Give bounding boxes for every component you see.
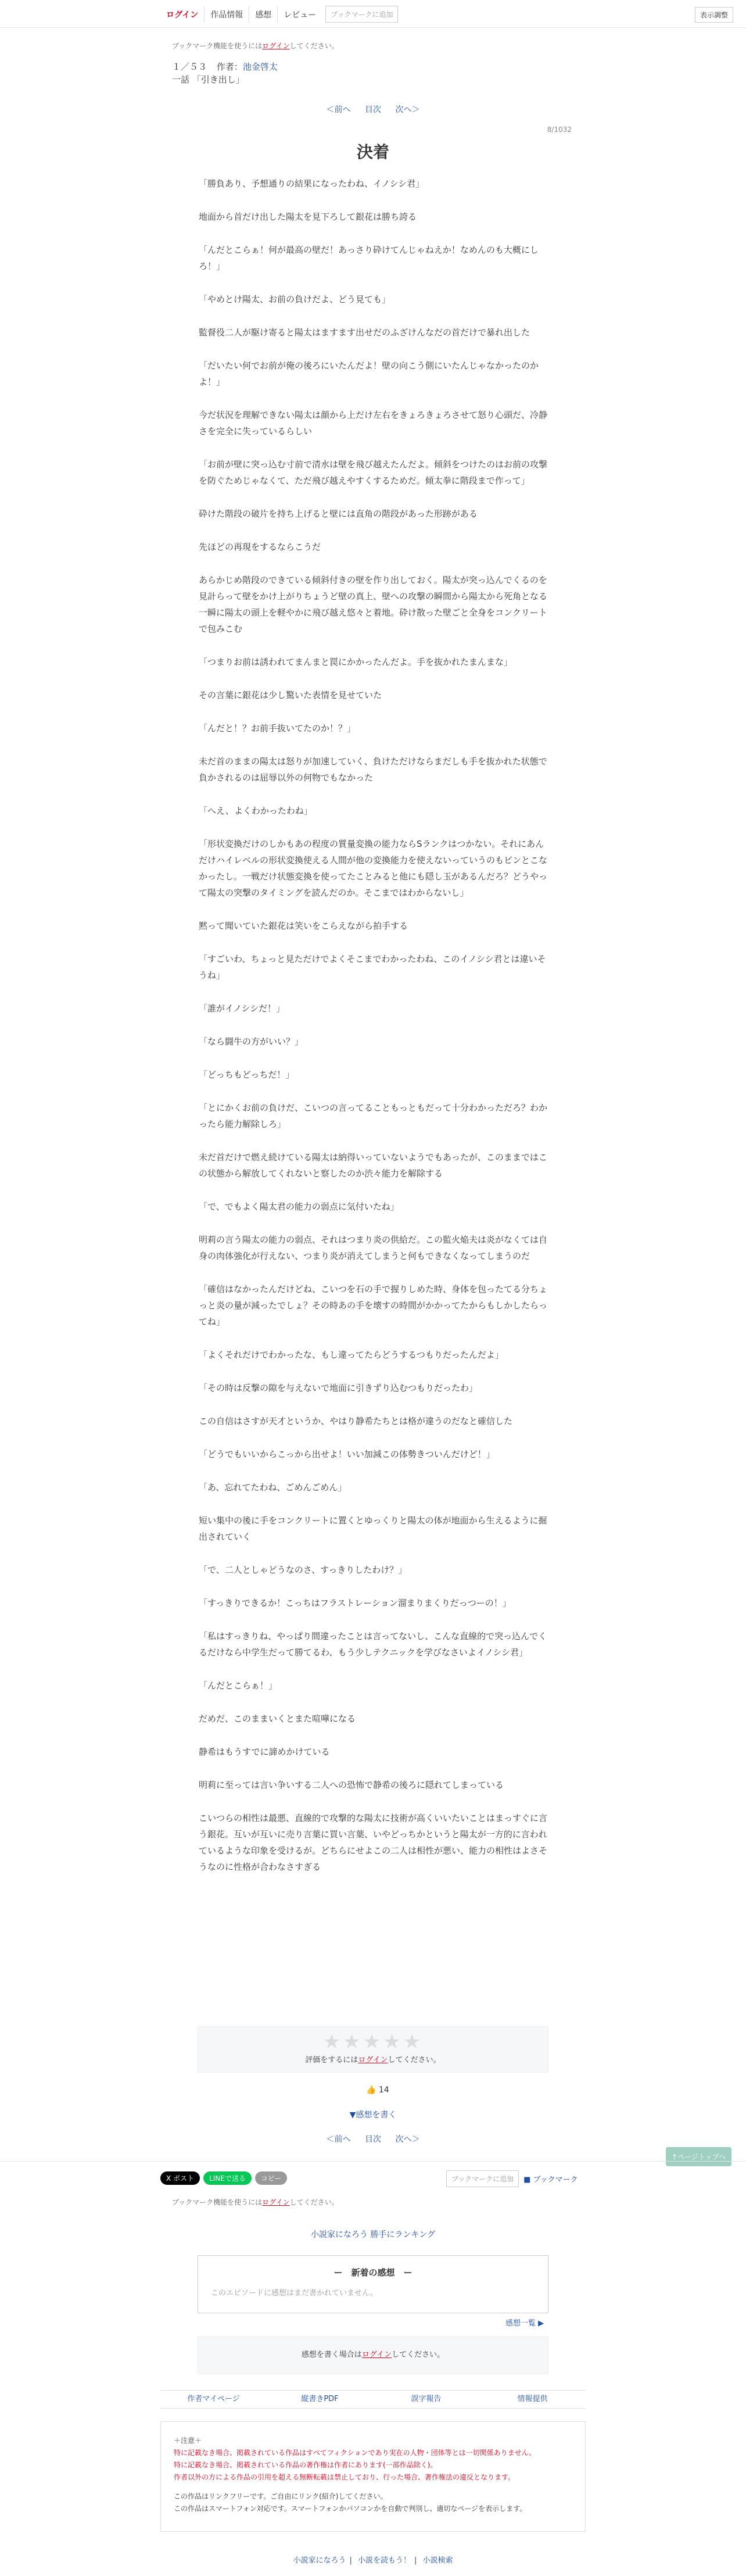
body-paragraph: 「とにかくお前の負けだ、こいつの言ってることもっともだって十分わかっただろ？わかったら能力解除しろ」 (199, 1103, 548, 1129)
rating-text (198, 2053, 548, 2065)
top-bar (0, 0, 746, 28)
page-top-button[interactable]: ↑ページトップへ (666, 2147, 731, 2166)
body-paragraph: 「んだとこらぁ！何が最高の壁だ！あっさり砕けてんじゃねえか！なめんのも大概にしろ！」 (199, 245, 539, 271)
review-link[interactable]: レビュー (284, 10, 317, 20)
x-post-button[interactable]: X ポスト (160, 2171, 200, 2185)
caution-line-1: 特に記載なき場合、掲載されている作品はすべてフィクションであり実在の人物・団体等とは一切関係ありません。 (174, 2449, 536, 2457)
body-paragraph: その言葉に銀花は少し驚いた表情を見せていた (199, 690, 382, 700)
body-paragraph: 未だ首だけで燃え続けている陽太は納得いっていないようでもあったが、このままではこの状態から解放してくれないと察したのか渋々能力を解除する (199, 1152, 547, 1179)
body-paragraph: 未だ首のままの陽太は怒りが加速していく、負けただけならまだしも手を抜かれた状態で負かされるのは屈辱以外の何物でもなかった (199, 756, 547, 783)
novel-body (199, 176, 547, 1892)
body-paragraph: 砕けた階段の破片を持ち上げると壁には直角の階段があった形跡がある (199, 509, 478, 519)
rating-box (198, 2026, 548, 2073)
top-nav (160, 6, 398, 23)
thumbs-up-icon: 👍 (366, 2085, 376, 2095)
like-button[interactable] (366, 2085, 389, 2095)
body-paragraph: 先ほどの再現をするならこうだ (199, 542, 321, 552)
narou-link[interactable]: 小説家になろう (293, 2556, 346, 2565)
latest-impressions-heading: ー 新着の感想 ー (333, 2267, 413, 2278)
bookmark-link[interactable]: ■ ブックマーク (523, 2176, 578, 2184)
bookmark-note-login-link-bottom[interactable]: ログイン (262, 2198, 290, 2206)
chapter-total: ５３ (189, 62, 207, 72)
latest-impressions-empty: このエピソードに感想はまだ書かれていません。 (211, 2289, 378, 2298)
body-paragraph: 明莉に至っては言い争いする二人への恐怖で静希の後ろに隠れてしまっている (199, 1780, 504, 1790)
progress-counter: 8/1032 (547, 126, 572, 134)
body-paragraph: こいつらの相性は最悪、直線的で攻撃的な陽太に技術が高くいいたいことはまっすぐに言う銀花。互いが互いに売り言葉に買い言葉、いやどっちかというと陽太が一方的に言われているような印象を受けるが。どちらにせよこの二人は相性が悪い、能力の相性はよさそうなのに性格が合わなさすぎる (199, 1813, 548, 1872)
write-impression-link[interactable]: ▼感想を書く (349, 2110, 397, 2120)
body-paragraph: 「つまりお前は誘われてまんまと罠にかかったんだよ。手を抜かれたまんまな」 (199, 657, 513, 667)
body-paragraph: 「誰がイノシシだ！」 (199, 1003, 285, 1014)
display-settings-button[interactable]: 表示調整 (695, 7, 733, 23)
body-paragraph: 短い集中の後に手をコンクリートに置くとゆっくりと陽太の体が地面から生えるように掘出されていく (199, 1515, 547, 1542)
caution-box (160, 2421, 586, 2532)
copy-button[interactable]: コピー (255, 2171, 288, 2185)
body-paragraph: 「あ、忘れてたわね、ごめんごめん」 (199, 1482, 347, 1493)
pager-top (0, 103, 746, 115)
body-paragraph: 静希はもうすでに諦めかけている (199, 1747, 330, 1757)
body-paragraph: 「その時は反撃の隙を与えないで地面に引きずり込むつもりだったわ」 (199, 1383, 478, 1393)
chapter-number: １ (172, 62, 181, 72)
impression-login-suffix: してください。 (392, 2350, 445, 2359)
caution-line-2: 特に記載なき場合、掲載されている作品の著作権は作者にあります(一部作品除く)。 (174, 2461, 437, 2469)
body-paragraph: この自信はさすが天才というか、やはり静希たちとは格が違うのだなと確信した (199, 1416, 513, 1426)
footer-links (160, 2390, 586, 2409)
bookmark-note-prefix-bottom: ブックマーク機能を使うには (172, 2198, 263, 2206)
body-paragraph: 「どうでもいいからこっから出せよ！いい加減この体勢きついんだけど！」 (199, 1449, 495, 1459)
body-paragraph: 今だ状況を理解できない陽太は顔から上だけ左右をきょろきょろさせて怒り心頭だ、冷静さを完全に失っているらしい (199, 410, 548, 437)
next-link-bottom[interactable]: 次へ＞ (395, 2135, 420, 2144)
bookmark-add-button[interactable]: ブックマークに追加 (325, 6, 398, 23)
impressions-list-link[interactable]: 感想一覧 ▶ (505, 2319, 544, 2328)
bookmark-note (172, 41, 544, 51)
ranking-link[interactable]: 小説家になろう 勝手にランキング (310, 2230, 436, 2239)
prev-link-bottom[interactable]: ＜前へ (326, 2135, 351, 2144)
share-buttons (160, 2171, 287, 2185)
body-paragraph: 地面から首だけ出した陽太を見下ろして銀花は勝ち誇る (199, 212, 417, 222)
body-paragraph: 「やめとけ陽太、お前の負けだよ、どう見ても」 (199, 294, 391, 305)
bottom-links: 小説家になろう | 小説を読もう！ | 小説検索 (293, 2556, 453, 2565)
impression-login-link[interactable]: ログイン (361, 2350, 392, 2359)
body-paragraph: 「だいたい何でお前が俺の後ろにいたんだよ！壁の向こう側にいたんじゃなかったのかよ！」 (199, 360, 539, 387)
body-paragraph: あらかじめ階段のできている傾斜付きの壁を作り出しておく。陽太が突っ込んでくるのを見計らって壁をかけ上がりちょうど壁の真上、壁への攻撃の瞬間から陽太から死角となる一瞬に陽太の頭上を軽やかに飛び越え悠々と着地。砕け散った壁ごと全身をコンクリートで包みこむ (199, 575, 548, 634)
bookmark-note-suffix-bottom: してください。 (289, 2198, 339, 2206)
author-link[interactable]: 池金啓太 (242, 62, 278, 72)
rating-login-link[interactable]: ログイン (358, 2056, 388, 2065)
body-paragraph: 「すごいわ、ちょっと見ただけでよくそこまでわかったわね、このイノシシ君とは違いそうね」 (199, 954, 546, 981)
novel-search-link[interactable]: 小説検索 (422, 2556, 453, 2565)
login-link[interactable]: ログイン (160, 6, 205, 23)
bookmark-label: ブックマーク (533, 2176, 578, 2184)
body-paragraph: 「私はすっきりね、やっぱり間違ったことは言ってないし、こんな直線的で突っ込んでくるだけなら中学生だって勝てるわ、もう少しテクニックを学びなさいよイノシシ君」 (199, 1631, 547, 1658)
body-paragraph: 「んだとこらぁ！」 (199, 1680, 278, 1691)
divider (0, 2161, 746, 2162)
rating-prefix: 評価をするには (305, 2056, 358, 2065)
body-paragraph: 「確信はなかったんだけどね、こいつを石の手で握りしめた時、身体を包ったてる分ちょっと炎の量が減ったでしょ？その時あの手を壊すの時間がかかってたからもしかしたらってね」 (199, 1284, 548, 1327)
pager-bottom (0, 2133, 746, 2145)
body-paragraph: 「お前が壁に突っ込む寸前で清水は壁を飛び越えたんだよ。傾斜をつけたのはお前の攻撃を防ぐためじゃなくて、ただ飛び越えやすくするためだ。傾太拳に階段まで作って」 (199, 459, 548, 486)
work-info-link[interactable]: 作品情報 (205, 6, 249, 23)
impression-login-prefix: 感想を書く場合は (301, 2350, 362, 2359)
like-count: 14 (378, 2085, 389, 2095)
bookmark-controls (446, 2170, 578, 2187)
vertical-pdf-link[interactable]: 縦書きPDF (301, 2395, 339, 2403)
yomou-link[interactable]: 小説を読もう！ (357, 2556, 411, 2565)
body-paragraph: 「勝負あり、予想通りの結果になったわね、イノシシ君」 (199, 178, 425, 189)
typo-report-link[interactable]: 誤字報告 (411, 2395, 442, 2403)
body-paragraph: 「で、でもよく陽太君の能力の弱点に気付いたね」 (199, 1201, 399, 1212)
bookmark-note-login-link[interactable]: ログイン (262, 42, 290, 50)
rating-suffix: してください。 (388, 2056, 441, 2065)
chapter-slash: ／ (181, 62, 190, 72)
next-link[interactable]: 次へ＞ (395, 105, 420, 115)
rating-stars[interactable]: ★★★★★ (322, 2030, 424, 2053)
author-mypage-link[interactable]: 作者マイページ (187, 2395, 240, 2403)
toc-link-bottom[interactable]: 目次 (365, 2135, 381, 2144)
body-paragraph: 明莉の言う陽太の能力の弱点、それはつまり炎の供給だ。この監火焔夫は炎がなくては自身の肉体強化が行えない、つまり炎が消えてしまうと何もできなくなってしまうのだ (199, 1235, 548, 1261)
episode-meta (172, 60, 544, 86)
body-paragraph: 「よくそれだけでわかったな、もし違ってたらどうするつもりだったんだよ」 (199, 1350, 504, 1360)
latest-impressions-box (198, 2255, 548, 2313)
bookmark-note-bottom (172, 2197, 544, 2207)
line-share-button[interactable]: LINEで送る (203, 2171, 252, 2185)
bookmark-add-button-bottom[interactable]: ブックマークに追加 (446, 2170, 519, 2187)
body-paragraph: 黙って聞いていた銀花は笑いをこらえながら拍手する (199, 921, 408, 931)
body-paragraph: 「どっちもどっちだ！」 (199, 1069, 295, 1080)
body-paragraph: だめだ、このままいくとまた喧嘩になる (199, 1713, 356, 1724)
caution-line-3: 作者以外の方による作品の引用を超える無断転載は禁止しており、行った場合、著作権法の違反となります。 (174, 2473, 515, 2481)
body-paragraph: 「へえ、よくわかったわね」 (199, 806, 313, 816)
chapter-title: 一話 「引き出し」 (172, 74, 245, 85)
bookmark-note-prefix: ブックマーク機能を使うには (172, 42, 263, 50)
info-provide-link[interactable]: 情報提供 (517, 2395, 548, 2403)
caution-line-5: この作品はスマートフォン対応です。スマートフォンかパソコンかを自動で判別し、適切なページを表示します。 (174, 2505, 527, 2513)
caution-label: ＋注意＋ (174, 2437, 202, 2445)
author-label: 作者： (216, 62, 243, 72)
body-paragraph: 「なら闘牛の方がいい？」 (199, 1036, 304, 1047)
episode-title: 決着 (356, 142, 389, 162)
body-paragraph: 「で、二人としゃどうなのさ、すっきりしたわけ？」 (199, 1565, 407, 1575)
impression-login-box (198, 2337, 548, 2374)
body-paragraph: 監督役二人が駆け寄ると陽太はますます出せだのふざけんなだの首だけで暴れ出した (199, 327, 530, 338)
bookmark-note-suffix: してください。 (289, 42, 339, 50)
prev-link[interactable]: ＜前へ (326, 105, 351, 115)
impressions-link[interactable]: 感想 (249, 6, 278, 23)
body-paragraph: 「すっきりできるか！こっちはフラストレーション溜まりまくりだっつーの！」 (199, 1598, 511, 1608)
caution-line-4: この作品はリンクフリーです。ご自由にリンク(紹介)してください。 (174, 2492, 388, 2500)
body-paragraph: 「んだと！？お前手抜いてたのか！？」 (199, 723, 356, 734)
toc-link[interactable]: 目次 (365, 105, 381, 115)
body-paragraph: 「形状変換だけのしかもあの程度の質量変換の能力ならSランクはつかない。それにあんだけハイレベルの形状変換使える人間が他の変換能力を使えないっていうのもピンとこなかったし。一戦だけ状態変換を使ってたことみると他にも隠し玉があるんだろ？どうやって陽太の突撃のタイミングを読んだのか。そこまではわからないし」 (199, 839, 548, 898)
